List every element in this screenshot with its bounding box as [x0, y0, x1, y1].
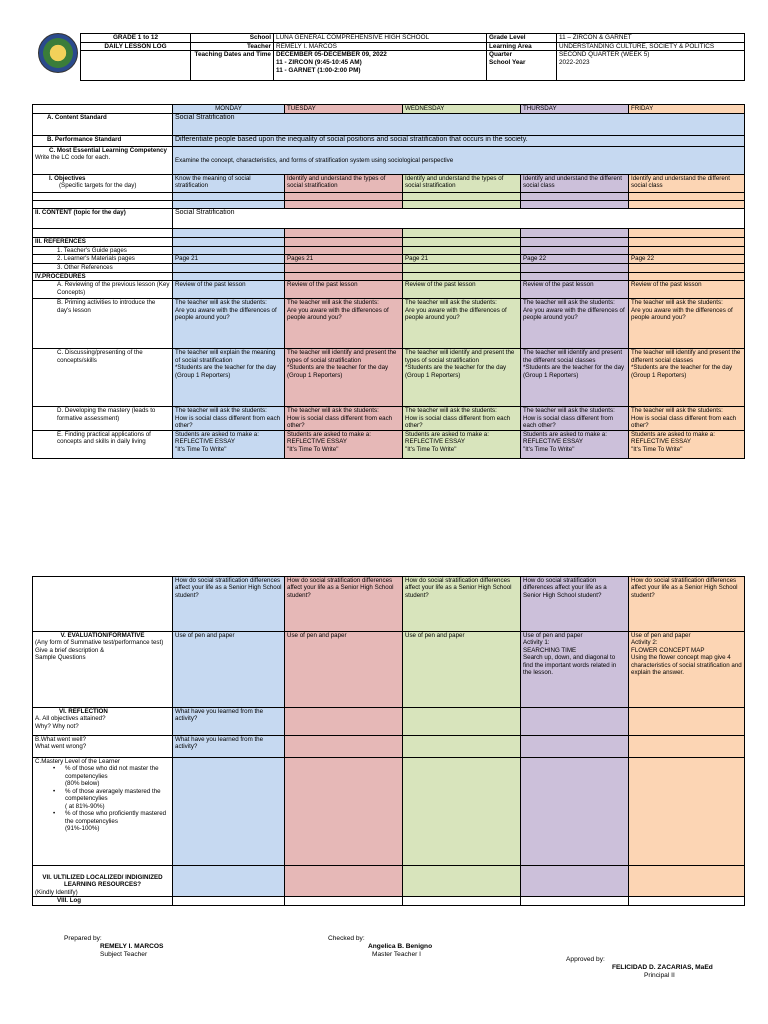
reflection-label-cell	[33, 708, 173, 736]
blank-cell	[285, 238, 403, 247]
evaluation-label-cell	[33, 632, 173, 708]
quarter-sy-labels	[487, 51, 557, 81]
proc-c-friday: The teacher will identify and present the different social classes *Students are the teacher for the day (Group 1 Reporters)	[629, 349, 745, 407]
blank-cell	[629, 866, 745, 897]
eval-monday: Use of pen and paper	[173, 632, 285, 708]
blank-cell	[629, 201, 745, 209]
approved-block	[566, 956, 713, 981]
blank-cell	[521, 229, 629, 238]
blank-cell	[403, 264, 521, 272]
cont-tuesday: How do social stratification differences affect your life as a Senior High School student?	[285, 577, 403, 632]
day-header-friday: FRIDAY	[629, 105, 745, 114]
blank-cell	[173, 264, 285, 272]
blank-cell	[173, 758, 285, 866]
mastery-label: C.Mastery Level of the Learner	[35, 758, 120, 765]
school-value: LUNA GENERAL COMPREHENSIVE HIGH SCHOOL	[274, 34, 487, 43]
prepared-label: Prepared by:	[64, 935, 102, 942]
teachers-guide-label: 1. Teacher's Guide pages	[33, 247, 173, 255]
melc-sub: Write the LC code for each.	[35, 154, 111, 162]
bullet-icon: •	[53, 765, 56, 773]
prepared-block	[64, 935, 163, 960]
area-label: Learning Area	[487, 42, 557, 51]
blank-cell	[629, 238, 745, 247]
quarter-value: SECOND QUARTER (WEEK 5)	[559, 51, 650, 59]
performance-standard-label: B. Performance Standard	[33, 136, 173, 147]
objective-wednesday: Identify and understand the types of social stratification	[403, 175, 521, 193]
blank-cell	[173, 866, 285, 897]
eval-friday: Use of pen and paper Activity 2: FLOWER CONCEPT MAP Using the flower concept map give 4 characteristics of social stratification and explain the answer.	[629, 632, 745, 708]
learners-materials-label: 2. Learner's Materials pages	[33, 255, 173, 264]
blank-cell	[629, 264, 745, 272]
lesson-table-page1	[32, 104, 745, 459]
proc-d-wednesday: The teacher will ask the students: How is social class different from each other?	[403, 407, 521, 430]
mastery-label-cell	[33, 758, 173, 866]
page-tuesday: Pages 21	[285, 255, 403, 264]
blank-cell	[285, 229, 403, 238]
evaluation-sub: (Any form of Summative test/performance test) Give a brief description & Sample Questions	[35, 639, 164, 662]
proc-b-tuesday: The teacher will ask the students: Are you aware with the differences of people around you?	[285, 299, 403, 349]
blank-cell	[521, 238, 629, 247]
blank-cell	[403, 272, 521, 280]
grade-range: GRADE 1 to 12	[81, 34, 191, 43]
blank-cell	[285, 272, 403, 280]
sy-value: 2022-2023	[559, 59, 590, 67]
school-seal-icon	[38, 33, 78, 73]
page-thursday: Page 22	[521, 255, 629, 264]
proc-b-monday: The teacher will ask the students: Are you aware with the differences of people around you?	[173, 299, 285, 349]
went-wrong-label: What went wrong?	[35, 743, 87, 751]
content-topic-label: II. CONTENT (topic for the day)	[33, 209, 173, 229]
proc-b-friday: The teacher will ask the students: Are you aware with the differences of people around you?	[629, 299, 745, 349]
lesson-table-page2	[32, 576, 745, 906]
melc-value: Examine the concept, characteristics, and forms of stratification system using sociological perspective	[173, 147, 745, 175]
utilized-label-cell	[33, 866, 173, 897]
proc-e-thursday: Students are asked to make a: REFLECTIVE ESSAY "It's Time To Write"	[521, 430, 629, 458]
blank-cell	[81, 51, 191, 81]
reflection-label: VI. REFLECTION	[59, 708, 108, 715]
objectives-label: I. Objectives	[49, 175, 86, 182]
school-label: School	[191, 34, 274, 43]
blank-cell	[403, 708, 521, 736]
objectives-sub: (Specific targets for the day)	[59, 182, 137, 190]
proc-c-wednesday: The teacher will identify and present the types of social stratification *Students are the teacher for the day (Group 1 Reporters)	[403, 349, 521, 407]
corner-cell	[33, 105, 173, 114]
proc-d-label: D. Developing the mastery (leads to formative assessment)	[33, 407, 173, 430]
proc-e-wednesday: Students are asked to make a: REFLECTIVE ESSAY "It's Time To Write"	[403, 430, 521, 458]
blank-cell	[33, 201, 173, 209]
blank-cell	[629, 736, 745, 758]
went-well-label-cell	[33, 736, 173, 758]
cont-wednesday: How do social stratification differences affect your life as a Senior High School student?	[403, 577, 521, 632]
blank-cell	[403, 193, 521, 201]
proc-e-friday: Students are asked to make a: REFLECTIVE ESSAY "It's Time To Write"	[629, 430, 745, 458]
grade-label: Grade Level	[487, 34, 557, 43]
other-references-label: 3. Other References	[33, 264, 173, 272]
grade-value: 11 – ZIRCON & GARNET	[557, 34, 745, 43]
blank-cell	[403, 758, 521, 866]
blank-cell	[285, 758, 403, 866]
content-topic-value: Social Stratification	[173, 209, 745, 229]
proc-a-label: A. Reviewing of the previous lesson (Key Concepts)	[33, 281, 173, 299]
blank-cell	[285, 193, 403, 201]
blank-cell	[629, 229, 745, 238]
blank-cell	[285, 264, 403, 272]
proc-d-friday: The teacher will ask the students: How is social class different from each other?	[629, 407, 745, 430]
objective-friday: Identify and understand the different social class	[629, 175, 745, 193]
objective-tuesday: Identify and understand the types of social stratification	[285, 175, 403, 193]
blank-cell	[33, 193, 173, 201]
blank-cell	[521, 264, 629, 272]
blank-cell	[173, 897, 285, 906]
blank-cell	[521, 708, 629, 736]
performance-standard-value: Differentiate people based upon the inequality of social positions and social stratification that occurs in the society.	[173, 136, 745, 147]
log-label: VIII. Log	[33, 897, 173, 906]
page-wednesday: Page 21	[403, 255, 521, 264]
blank-cell	[285, 736, 403, 758]
melc-label: C. Most Essential Learning Competency	[49, 147, 167, 154]
blank-cell	[521, 272, 629, 280]
mastery-item-3	[35, 810, 170, 832]
dates-label: Teaching Dates and Time	[191, 51, 274, 81]
blank-cell	[173, 247, 285, 255]
approved-name: FELICIDAD D. ZACARIAS, MaEd	[612, 964, 713, 972]
proc-a-thursday: Review of the past lesson	[521, 281, 629, 299]
bullet-icon: •	[53, 787, 56, 795]
blank-cell	[403, 866, 521, 897]
blank-cell	[403, 736, 521, 758]
blank-cell	[521, 758, 629, 866]
blank-cell	[629, 758, 745, 866]
day-header-monday: MONDAY	[173, 105, 285, 114]
bullet-icon: •	[53, 810, 56, 818]
checked-name: Angelica B. Benigno	[368, 943, 433, 951]
blank-cell	[173, 272, 285, 280]
blank-cell	[521, 866, 629, 897]
blank-cell	[521, 247, 629, 255]
sy-label: School Year	[489, 59, 526, 67]
blank-cell	[285, 897, 403, 906]
area-value: UNDERSTANDING CULTURE, SOCIETY & POLITICS	[557, 42, 745, 51]
objective-thursday: Identify and understand the different social class	[521, 175, 629, 193]
proc-d-monday: The teacher will ask the students: How is social class different from each other?	[173, 407, 285, 430]
mastery-text-1: % of those who did not master the competencylies (80% below)	[65, 765, 159, 788]
header-table	[80, 33, 745, 81]
proc-d-tuesday: The teacher will ask the students: How is social class different from each other?	[285, 407, 403, 430]
teacher-label: Teacher	[191, 42, 274, 51]
proc-e-tuesday: Students are asked to make a: REFLECTIVE ESSAY "It's Time To Write"	[285, 430, 403, 458]
blank-cell	[629, 193, 745, 201]
utilized-sub: (Kindly Identify)	[35, 888, 78, 896]
proc-b-label: B. Priming activities to introduce the day's lesson	[33, 299, 173, 349]
blank-cell	[33, 229, 173, 238]
cont-friday: How do social stratification differences affect your life as a Senior High School student?	[629, 577, 745, 632]
procedures-label: IV.PROCEDURES	[33, 272, 173, 280]
quarter-label: Quarter	[489, 51, 513, 59]
reflection-monday: What have you learned from the activity?	[173, 708, 285, 736]
blank-cell	[629, 897, 745, 906]
blank-cell	[173, 201, 285, 209]
checked-block	[328, 935, 432, 960]
reflection-a: A. All objectives attained?	[35, 715, 106, 723]
cont-monday: How do social stratification differences affect your life as a Senior High School student?	[173, 577, 285, 632]
mastery-text-2: % of those averagely mastered the competencylies ( at 81%-90%)	[65, 787, 161, 810]
dates-value	[274, 51, 487, 81]
blank-cell	[629, 247, 745, 255]
content-standard-value: Social Stratification	[173, 114, 745, 136]
blank-cell	[285, 247, 403, 255]
prepared-name: REMELY I. MARCOS	[100, 943, 164, 951]
proc-c-thursday: The teacher will identify and present the different social classes *Students are the teacher for the day (Group 1 Reporters)	[521, 349, 629, 407]
proc-e-label: E. Finding practical applications of concepts and skills in daily living	[33, 430, 173, 458]
content-standard-label: A. Content Standard	[33, 114, 173, 136]
blank-cell	[173, 238, 285, 247]
page-friday: Page 22	[629, 255, 745, 264]
teacher-value: REMELY I. MARCOS	[274, 42, 487, 51]
blank-cell	[403, 201, 521, 209]
eval-wednesday: Use of pen and paper	[403, 632, 521, 708]
day-header-wednesday: WEDNESDAY	[403, 105, 521, 114]
proc-e-monday: Students are asked to make a: REFLECTIVE ESSAY "It's Time To Write"	[173, 430, 285, 458]
eval-tuesday: Use of pen and paper	[285, 632, 403, 708]
log-title: DAILY LESSON LOG	[81, 42, 191, 51]
blank-cell	[285, 866, 403, 897]
proc-a-wednesday: Review of the past lesson	[403, 281, 521, 299]
blank-cell	[403, 238, 521, 247]
dates-line-1: DECEMBER 05-DECEMBER 09, 2022	[276, 51, 387, 59]
evaluation-label: V. EVALUATION/FORMATIVE	[60, 632, 145, 639]
blank-cell	[521, 193, 629, 201]
objectives-label-cell	[33, 175, 173, 193]
proc-a-monday: Review of the past lesson	[173, 281, 285, 299]
blank-cell	[403, 897, 521, 906]
approved-label: Approved by:	[566, 956, 605, 963]
proc-b-thursday: The teacher will ask the students: Are you aware with the differences of people around you?	[521, 299, 629, 349]
utilized-label: VII. ULTILIZED LOCALIZED/ INDIGINIZED LEARNING RESOURCES?	[42, 873, 163, 889]
mastery-item-1	[35, 765, 170, 787]
went-well-monday: What have you learned from the activity?	[173, 736, 285, 758]
day-header-tuesday: TUESDAY	[285, 105, 403, 114]
day-header-thursday: THURSDAY	[521, 105, 629, 114]
blank-cell	[285, 708, 403, 736]
proc-a-tuesday: Review of the past lesson	[285, 281, 403, 299]
approved-role: Principal II	[644, 972, 675, 980]
mastery-text-3: % of those who proficiently mastered the competencylies (91%-100%)	[65, 810, 167, 832]
blank-cell	[173, 229, 285, 238]
blank-cell	[403, 229, 521, 238]
page-monday: Page 21	[173, 255, 285, 264]
blank-cell	[521, 201, 629, 209]
reflection-a2: Why? Why not?	[35, 722, 79, 730]
blank-cell	[33, 577, 173, 632]
mastery-item-2	[35, 788, 170, 810]
prepared-role: Subject Teacher	[100, 951, 148, 959]
eval-thursday: Use of pen and paper Activity 1: SEARCHING TIME Search up, down, and diagonal to find the important words related in the lesson.	[521, 632, 629, 708]
checked-label: Checked by:	[328, 935, 365, 942]
blank-cell	[285, 201, 403, 209]
proc-c-tuesday: The teacher will identify and present the types of social stratification *Students are the teacher for the day (Group 1 Reporters)	[285, 349, 403, 407]
blank-cell	[521, 897, 629, 906]
blank-cell	[521, 736, 629, 758]
proc-a-friday: Review of the past lesson	[629, 281, 745, 299]
objective-monday: Know the meaning of social stratification	[173, 175, 285, 193]
quarter-sy-values	[557, 51, 745, 81]
blank-cell	[629, 708, 745, 736]
proc-d-thursday: The teacher will ask the students: How is social class different from each other?	[521, 407, 629, 430]
proc-c-monday: The teacher will explain the meaning of social stratification *Students are the teacher for the day (Group 1 Reporters)	[173, 349, 285, 407]
blank-cell	[629, 272, 745, 280]
went-well-label: B.What went well?	[35, 736, 86, 743]
blank-cell	[173, 193, 285, 201]
blank-cell	[403, 247, 521, 255]
proc-c-label: C. Discussing/presenting of the concepts/skills	[33, 349, 173, 407]
checked-role: Master Teacher I	[372, 951, 421, 959]
dates-line-2: 11 - ZIRCON (9:45-10:45 AM)	[276, 59, 362, 67]
dates-line-3: 11 - GARNET (1:00-2:00 PM)	[276, 66, 361, 74]
cont-thursday: How do social stratification differences affect your life as a Senior High School student?	[521, 577, 629, 632]
melc-label-cell	[33, 147, 173, 175]
references-label: III. REFERENCES	[33, 238, 173, 247]
proc-b-wednesday: The teacher will ask the students: Are you aware with the differences of people around you?	[403, 299, 521, 349]
